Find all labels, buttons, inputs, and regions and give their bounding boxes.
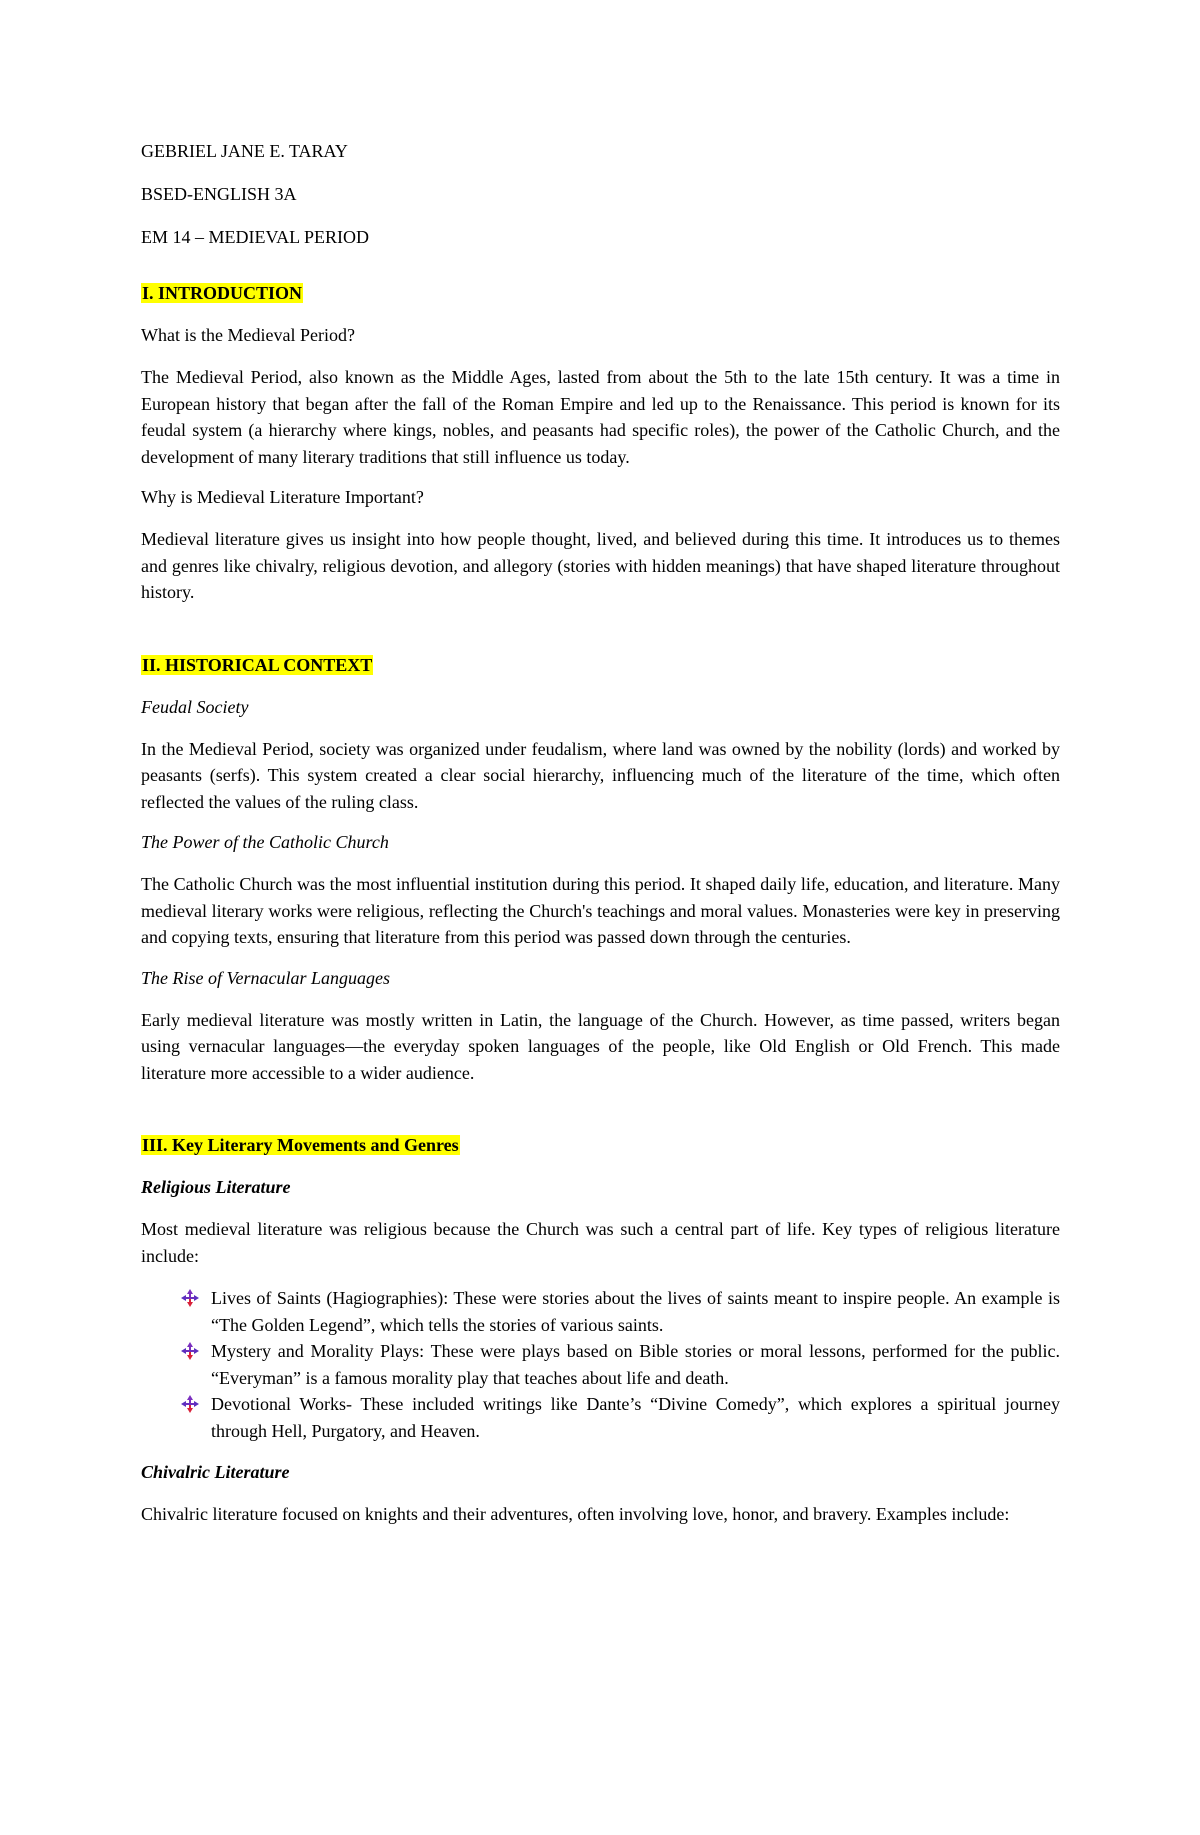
paragraph-religious-literature: Most medieval literature was religious because the Church was such a central part of life. Key types of religious literature include: bbox=[141, 1219, 1060, 1266]
list-item-text: Lives of Saints (Hagiographies): These were stories about the lives of saints meant to inspire people. An example is “The Golden Legend”, which tells the stories of various saints. bbox=[211, 1288, 1060, 1335]
paragraph-chivalric-literature: Chivalric literature focused on knights and their adventures, often involving love, honor, and bravery. Examples include: bbox=[141, 1504, 1010, 1524]
list-item-text: Devotional Works- These included writings like Dante’s “Divine Comedy”, which explores a spiritual journey through Hell, Purgatory, and Heaven. bbox=[211, 1394, 1060, 1441]
paragraph-medieval-period: The Medieval Period, also known as the Middle Ages, lasted from about the 5th to the late 15th century. It was a time in European history that began after the fall of the Roman Empire and led up to the Renaissance. This period is known for its feudal system (a hierarchy where kings, nobles, and peasants had specific roles), the power of the Catholic Church, and the development of many literary traditions that still influence us today. bbox=[141, 367, 1060, 467]
list-item bbox=[211, 1285, 1060, 1338]
highlighted-heading: I. INTRODUCTION bbox=[142, 283, 303, 303]
religious-literature-list bbox=[141, 1285, 1060, 1444]
section-heading-historical-context bbox=[141, 654, 1060, 677]
section-heading-introduction bbox=[141, 282, 1060, 305]
question-literature-important: Why is Medieval Literature Important? bbox=[141, 487, 424, 507]
paragraph-feudal-society: In the Medieval Period, society was organized under feudalism, where land was owned by the nobility (lords) and worked by peasants (serfs). This system created a clear social hierarchy, influencing much of the literature of the time, which often reflected the values of the ruling class. bbox=[141, 738, 1060, 812]
document-header bbox=[141, 0, 1060, 249]
question-medieval-period: What is the Medieval Period? bbox=[141, 325, 355, 345]
paragraph-vernacular-languages: Early medieval literature was mostly written in Latin, the language of the Church. However, as time passed, writers began using vernacular languages—the everyday spoken languages of the people, like Old English or Old French. This made literature more accessible to a wider audience. bbox=[141, 1009, 1060, 1083]
subheading-vernacular-languages: The Rise of Vernacular Languages bbox=[141, 967, 390, 988]
subheading-religious-literature: Religious Literature bbox=[141, 1177, 291, 1197]
cross-arrow-bullet-icon bbox=[180, 1394, 200, 1414]
cross-arrow-bullet-icon bbox=[180, 1341, 200, 1361]
list-item-text: Mystery and Morality Plays: These were plays based on Bible stories or moral lessons, performed for the public. “Everyman” is a famous morality play that teaches about life and death. bbox=[211, 1341, 1060, 1388]
paragraph-literature-important: Medieval literature gives us insight into how people thought, lived, and believed during this time. It introduces us to themes and genres like chivalry, religious devotion, and allegory (stories with hidden meanings) that have shaped literature throughout history. bbox=[141, 529, 1060, 602]
introduction-section bbox=[141, 282, 1060, 606]
literary-movements-section bbox=[141, 1134, 1060, 1528]
subject-title: EM 14 – MEDIEVAL PERIOD bbox=[141, 227, 369, 247]
subheading-chivalric-literature: Chivalric Literature bbox=[141, 1462, 290, 1482]
list-item bbox=[211, 1391, 1060, 1444]
cross-arrow-bullet-icon bbox=[180, 1288, 200, 1308]
subheading-catholic-church: The Power of the Catholic Church bbox=[141, 832, 389, 852]
highlighted-heading: III. Key Literary Movements and Genres bbox=[142, 1135, 459, 1155]
highlighted-heading: II. HISTORICAL CONTEXT bbox=[142, 654, 373, 675]
student-name: GEBRIEL JANE E. TARAY bbox=[141, 141, 348, 161]
paragraph-catholic-church: The Catholic Church was the most influential institution during this period. It shaped daily life, education, and literature. Many medieval literary works were religious, reflecting the Church's teachings and moral values. Monasteries were key in preserving and copying texts, ensuring that literature from this period was passed down through the centuries. bbox=[141, 874, 1060, 947]
student-course: BSED-ENGLISH 3A bbox=[141, 184, 297, 204]
subheading-feudal-society: Feudal Society bbox=[141, 696, 249, 717]
list-item bbox=[211, 1338, 1060, 1391]
historical-context-section bbox=[141, 654, 1060, 1087]
section-heading-literary-movements bbox=[141, 1134, 1060, 1157]
